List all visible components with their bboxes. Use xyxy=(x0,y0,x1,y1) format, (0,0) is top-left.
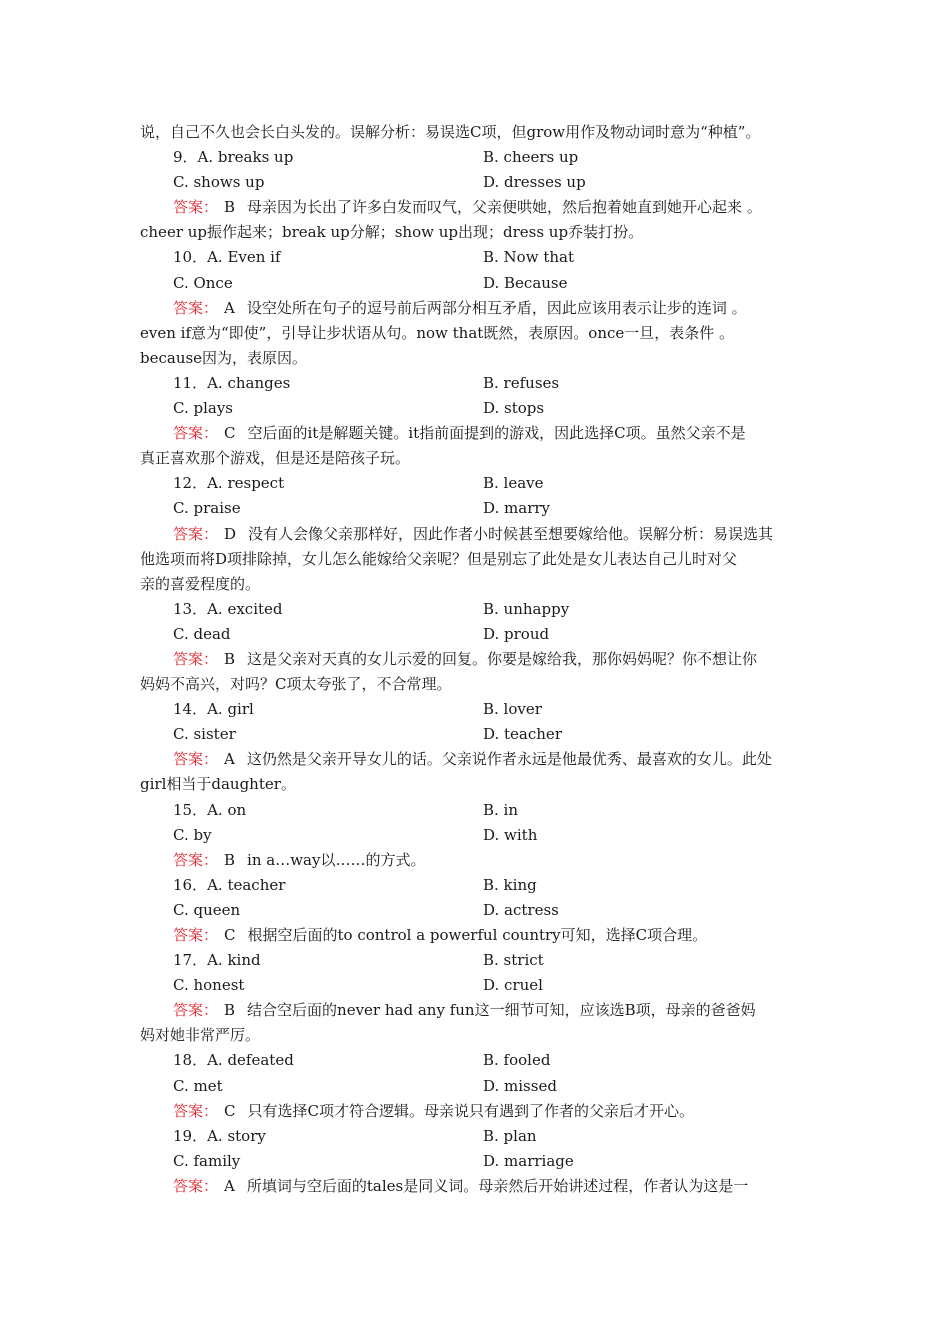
option-d: D. proud xyxy=(483,624,550,643)
answer-label: 答案： xyxy=(173,850,219,869)
answer-explanation: 结合空后面的never had any fun这一细节可知，应该选B项，母亲的爸爸妈 xyxy=(247,1001,756,1020)
answer-letter: B xyxy=(224,198,236,217)
answer-label: 答案： xyxy=(173,750,219,769)
option-d: D. dresses up xyxy=(483,173,586,192)
option-a: 17．A. kind xyxy=(173,951,261,970)
question-options-row-1 xyxy=(140,1048,820,1073)
option-c: C. family xyxy=(173,1151,241,1170)
option-a: 13．A. excited xyxy=(173,599,283,618)
answer-explanation-continued: 妈对她非常严厉。 xyxy=(140,1026,261,1045)
answer-letter: D xyxy=(224,524,237,543)
option-a: 11．A. changes xyxy=(173,373,291,392)
option-a: 18．A. defeated xyxy=(173,1051,294,1070)
answer-explanation-continued: 真正喜欢那个游戏，但是还是陪孩子玩。 xyxy=(140,449,411,468)
question-options-row-1 xyxy=(140,948,820,973)
option-b: B. refuses xyxy=(483,373,560,392)
question-options-row-1 xyxy=(140,597,820,622)
question-options-row-1 xyxy=(140,145,820,170)
answer-letter: A xyxy=(224,1176,235,1195)
question-options-row-2 xyxy=(140,722,820,747)
option-b: B. fooled xyxy=(483,1051,551,1070)
answer-letter: C xyxy=(224,1101,236,1120)
answer-label: 答案： xyxy=(173,1176,219,1195)
answer-explanation: in a…way以……的方式。 xyxy=(247,850,426,869)
answer-letter: A xyxy=(224,298,235,317)
answer-explanation-continued: 亲的喜爱程度的。 xyxy=(140,574,261,593)
answer-label: 答案： xyxy=(173,524,219,543)
option-b: B. lover xyxy=(483,700,542,719)
option-d: D. Because xyxy=(483,273,568,292)
option-d: D. with xyxy=(483,825,538,844)
option-c: C. honest xyxy=(173,976,245,995)
question-options-row-1 xyxy=(140,798,820,823)
answer-explanation-continued: 妈妈不高兴，对吗？C项太夸张了，不合常理。 xyxy=(140,675,452,694)
answer-explanation: 只有选择C项才符合逻辑。母亲说只有遇到了作者的父亲后才开心。 xyxy=(247,1101,694,1120)
answer-explanation: 所填词与空后面的tales是同义词。母亲然后开始讲述过程，作者认为这是一 xyxy=(246,1176,749,1195)
answer-label: 答案： xyxy=(173,198,219,217)
answer-explanation-continued: even if意为“即使”，引导让步状语从句。now that既然，表原因。once一旦，表条件 。 xyxy=(140,323,735,342)
answer-label: 答案： xyxy=(173,1001,219,1020)
answer-letter: A xyxy=(224,750,235,769)
answer-letter: C xyxy=(224,926,236,944)
question-options-row-2 xyxy=(140,170,820,195)
option-c: C. dead xyxy=(173,624,231,643)
answer-line xyxy=(140,1174,820,1199)
option-d: D. teacher xyxy=(483,725,562,744)
question-options-row-1 xyxy=(140,1124,820,1149)
option-d: D. cruel xyxy=(483,976,543,995)
option-b: B. plan xyxy=(483,1126,537,1145)
question-options-row-2 xyxy=(140,496,820,521)
option-b: B. unhappy xyxy=(483,599,570,618)
answer-label: 答案： xyxy=(173,298,219,317)
answer-letter: B xyxy=(224,649,236,668)
option-c: C. praise xyxy=(173,499,241,518)
question-options-row-1 xyxy=(140,873,820,898)
answer-line xyxy=(140,522,820,547)
answer-explanation: 这是父亲对天真的女儿示爱的回复。你要是嫁给我，那你妈妈呢？你不想让你 xyxy=(247,649,758,668)
answer-label: 答案： xyxy=(173,926,219,944)
option-c: C. plays xyxy=(173,399,233,418)
question-options-row-2 xyxy=(140,271,820,296)
answer-explanation-continued: because因为，表原因。 xyxy=(140,348,308,367)
answer-line xyxy=(140,998,820,1023)
option-d: D. missed xyxy=(483,1076,557,1095)
option-c: C. Once xyxy=(173,273,233,292)
answer-explanation: 没有人会像父亲那样好，因此作者小时候甚至想要嫁给他。误解分析：易误选其 xyxy=(248,524,774,543)
option-b: B. leave xyxy=(483,474,544,493)
answer-explanation-continued: cheer up振作起来；break up分解；show up出现；dress up乔装打扮。 xyxy=(140,223,644,242)
question-options-row-2 xyxy=(140,823,820,848)
answer-explanation: 设空处所在句子的逗号前后两部分相互矛盾，因此应该用表示让步的连词 。 xyxy=(246,298,747,317)
option-b: B. in xyxy=(483,800,519,819)
option-d: D. marry xyxy=(483,499,551,518)
answer-explanation: 根据空后面的to control a powerful country可知，选择C项合理。 xyxy=(247,926,708,944)
option-d: D. marriage xyxy=(483,1151,574,1170)
answer-line xyxy=(140,647,820,672)
answer-letter: B xyxy=(224,850,236,869)
option-a: 14．A. girl xyxy=(173,700,254,719)
answer-explanation: 空后面的it是解题关键。it指前面提到的游戏，因此选择C项。虽然父亲不是 xyxy=(247,424,746,443)
option-a: 9．A. breaks up xyxy=(173,148,294,167)
answer-line xyxy=(140,747,820,772)
answer-letter: C xyxy=(224,424,236,443)
question-options-row-1 xyxy=(140,471,820,496)
answer-line xyxy=(140,195,820,220)
option-c: C. by xyxy=(173,825,212,844)
question-options-row-1 xyxy=(140,245,820,270)
question-options-row-2 xyxy=(140,973,820,998)
answer-explanation-continued: 他选项而将D项排除掉，女儿怎么能嫁给父亲呢？但是别忘了此处是女儿表达自己儿时对父 xyxy=(140,549,738,568)
answer-letter: B xyxy=(224,1001,236,1020)
answer-label: 答案： xyxy=(173,424,219,443)
question-options-row-2 xyxy=(140,622,820,647)
question-options-row-1 xyxy=(140,697,820,722)
answer-explanation: 这仍然是父亲开导女儿的话。父亲说作者永远是他最优秀、最喜欢的女儿。此处 xyxy=(246,750,772,769)
option-b: B. Now that xyxy=(483,248,574,267)
answer-explanation: 母亲因为长出了许多白发而叹气，父亲便哄她，然后抱着她直到她开心起来 。 xyxy=(247,198,762,217)
option-a: 10．A. Even if xyxy=(173,248,281,267)
answer-line xyxy=(140,848,820,873)
option-c: C. shows up xyxy=(173,173,265,192)
answer-line xyxy=(140,1099,820,1124)
option-d: D. stops xyxy=(483,399,545,418)
lead-paragraph-line: 说，自己不久也会长白头发的。误解分析：易误选C项，但grow用作及物动词时意为“种植”。 xyxy=(140,123,761,141)
option-d: D. actress xyxy=(483,900,559,919)
answer-label: 答案： xyxy=(173,1101,219,1120)
answer-explanation-continued: girl相当于daughter。 xyxy=(140,775,296,794)
question-options-row-2 xyxy=(140,1149,820,1174)
option-c: C. queen xyxy=(173,900,241,919)
answer-line xyxy=(140,421,820,446)
option-b: B. king xyxy=(483,875,537,894)
answer-line xyxy=(140,296,820,321)
question-options-row-2 xyxy=(140,898,820,923)
option-c: C. met xyxy=(173,1076,223,1095)
option-a: 19．A. story xyxy=(173,1126,266,1145)
option-a: 15．A. on xyxy=(173,800,247,819)
question-options-row-1 xyxy=(140,371,820,396)
question-options-row-2 xyxy=(140,1074,820,1099)
option-a: 16．A. teacher xyxy=(173,875,286,894)
document-body xyxy=(140,120,820,1199)
answer-label: 答案： xyxy=(173,649,219,668)
question-options-row-2 xyxy=(140,396,820,421)
answer-line xyxy=(140,923,820,948)
option-a: 12．A. respect xyxy=(173,474,285,493)
option-c: C. sister xyxy=(173,725,236,744)
option-b: B. strict xyxy=(483,951,544,970)
option-b: B. cheers up xyxy=(483,148,579,167)
